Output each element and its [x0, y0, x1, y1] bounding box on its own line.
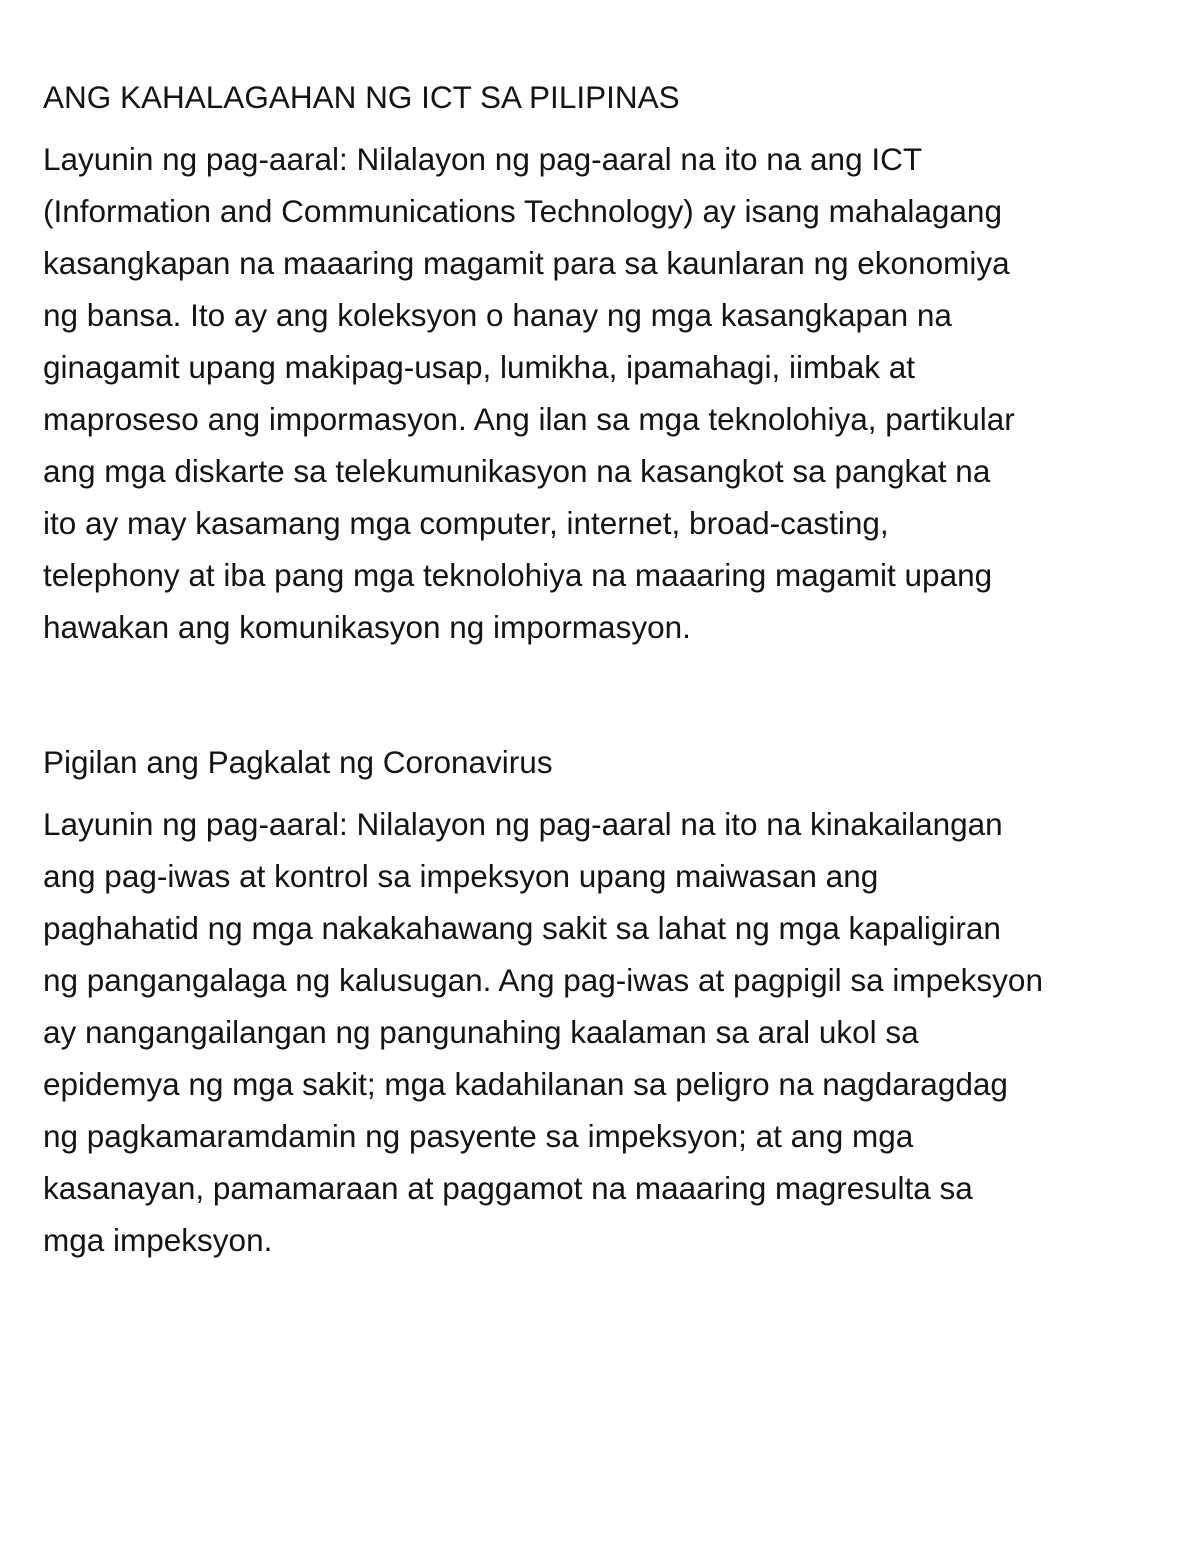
body-line: ay nangangailangan ng pangunahing kaalaman sa aral ukol sa: [43, 1014, 919, 1050]
body-line: ginagamit upang makipag-usap, lumikha, ipamahagi, iimbak at: [43, 349, 915, 385]
body-line: mga impeksyon.: [43, 1222, 273, 1258]
body-line: ng pangangalaga ng kalusugan. Ang pag-iwas at pagpigil sa impeksyon: [43, 962, 1043, 998]
body-line: Layunin ng pag-aaral: Nilalayon ng pag-aaral na ito na kinakailangan: [43, 806, 1003, 842]
body-line: ng bansa. Ito ay ang koleksyon o hanay ng mga kasangkapan na: [43, 297, 952, 333]
section-coronavirus: [43, 736, 1168, 1266]
section-ict: [43, 71, 1168, 653]
section-title: Pigilan ang Pagkalat ng Coronavirus: [43, 744, 553, 780]
section-body: [43, 798, 1168, 1266]
body-line: ito ay may kasamang mga computer, internet, broad-casting,: [43, 505, 889, 541]
body-line: epidemya ng mga sakit; mga kadahilanan sa peligro na nagdaragdag: [43, 1066, 1008, 1102]
body-line: telephony at iba pang mga teknolohiya na maaaring magamit upang: [43, 557, 993, 593]
body-line: kasanayan, pamamaraan at paggamot na maaaring magresulta sa: [43, 1170, 973, 1206]
body-line: ng pagkamaramdamin ng pasyente sa impeksyon; at ang mga: [43, 1118, 914, 1154]
body-line: hawakan ang komunikasyon ng impormasyon.: [43, 609, 691, 645]
body-line: (Information and Communications Technology) ay isang mahalagang: [43, 193, 1002, 229]
body-line: maproseso ang impormasyon. Ang ilan sa mga teknolohiya, partikular: [43, 401, 1015, 437]
body-line: ang mga diskarte sa telekumunikasyon na kasangkot sa pangkat na: [43, 453, 991, 489]
section-title: ANG KAHALAGAHAN NG ICT SA PILIPINAS: [43, 79, 680, 115]
body-line: kasangkapan na maaaring magamit para sa kaunlaran ng ekonomiya: [43, 245, 1010, 281]
section-body: [43, 133, 1168, 653]
body-line: Layunin ng pag-aaral: Nilalayon ng pag-aaral na ito na ang ICT: [43, 141, 923, 177]
body-line: ang pag-iwas at kontrol sa impeksyon upang maiwasan ang: [43, 858, 879, 894]
body-line: paghahatid ng mga nakakahawang sakit sa lahat ng mga kapaligiran: [43, 910, 1001, 946]
